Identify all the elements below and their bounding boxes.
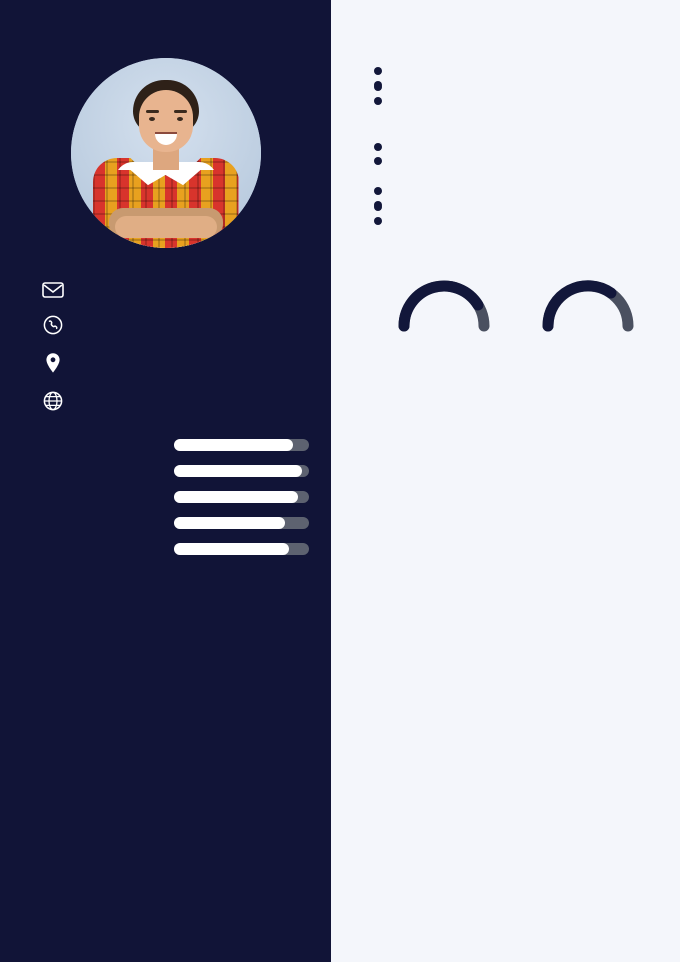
contact-list: [22, 282, 309, 411]
skill-bar-fill: [174, 517, 285, 529]
skill-bar-fill: [174, 543, 289, 555]
location-pin-icon: [38, 352, 68, 374]
language-list: [373, 274, 650, 343]
skill-row: [22, 439, 309, 451]
language-item-mandarin: [533, 274, 643, 343]
contact-item-address[interactable]: [38, 352, 293, 374]
globe-icon: [38, 391, 68, 411]
skill-bar: [174, 439, 309, 451]
skill-bar: [174, 543, 309, 555]
envelope-icon: [38, 282, 68, 298]
avatar: [71, 58, 261, 248]
language-gauge-english: [394, 274, 494, 332]
skill-row: [22, 465, 309, 477]
skill-row: [22, 491, 309, 503]
skill-row: [22, 517, 309, 529]
skill-row: [22, 543, 309, 555]
contact-item-phone[interactable]: [38, 315, 293, 335]
skill-bar-fill: [174, 439, 293, 451]
sidebar: [0, 0, 331, 962]
language-item-english: [389, 274, 499, 343]
contact-item-email[interactable]: [38, 282, 293, 298]
language-gauge-mandarin: [538, 274, 638, 332]
skill-bar: [174, 465, 309, 477]
skill-bar: [174, 517, 309, 529]
phone-icon: [38, 315, 68, 335]
main-content: [331, 0, 680, 962]
skill-bar: [174, 491, 309, 503]
avatar-container: [22, 58, 309, 248]
skill-bar-fill: [174, 491, 298, 503]
skill-bar-fill: [174, 465, 302, 477]
skills-list: [22, 439, 309, 555]
contact-item-website[interactable]: [38, 391, 293, 411]
